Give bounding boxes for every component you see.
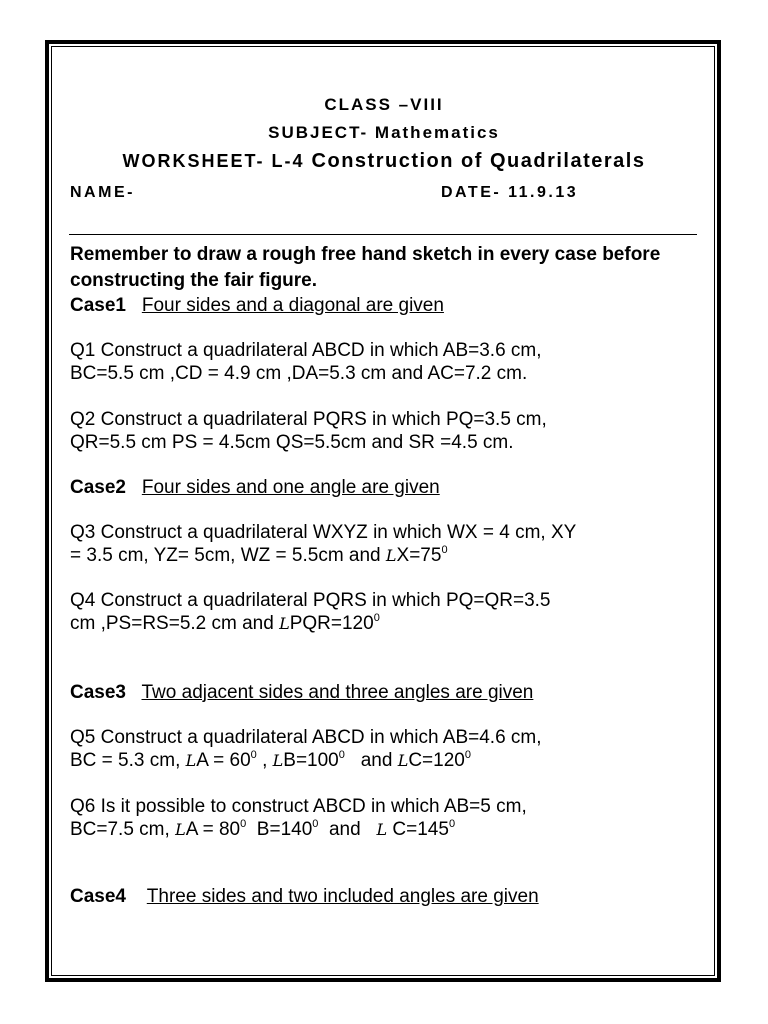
- date-label: DATE- 11.9.13: [441, 184, 579, 201]
- question-line: BC=5.5 cm ,CD = 4.9 cm ,DA=5.3 cm and AC=7.2 cm.: [70, 363, 528, 384]
- question-text: B=100: [283, 750, 339, 771]
- question-text: PQR=120: [289, 613, 374, 634]
- class-heading: CLASS –VIII: [324, 95, 444, 114]
- angle-symbol: L: [397, 751, 409, 770]
- question-text: A = 80: [185, 819, 241, 840]
- degree-mark: 0: [373, 612, 380, 624]
- case-heading: [70, 476, 710, 499]
- case-description: Four sides and a diagonal are given: [141, 295, 444, 316]
- question-line: [70, 544, 710, 567]
- question-q1: [70, 339, 710, 385]
- case-heading: [70, 681, 710, 704]
- question-text: BC=7.5 cm,: [70, 819, 176, 840]
- question-q3: [70, 521, 710, 567]
- angle-symbol: L: [185, 751, 197, 770]
- question-text: and: [344, 750, 398, 771]
- question-text: B=140: [246, 819, 313, 840]
- question-line: QR=5.5 cm PS = 4.5cm QS=5.5cm and SR =4.5 cm.: [70, 432, 514, 453]
- question-text: = 3.5 cm, YZ= 5cm, WZ = 5.5cm and: [70, 545, 386, 566]
- question-text: cm ,PS=RS=5.2 cm and: [70, 613, 280, 634]
- question-line: [70, 749, 710, 772]
- case-heading: [70, 885, 710, 908]
- question-text: X=75: [396, 545, 442, 566]
- angle-symbol: L: [272, 751, 284, 770]
- name-label: NAME-: [70, 184, 135, 201]
- question-text: BC = 5.3 cm,: [70, 750, 186, 771]
- divider-line: [69, 234, 697, 235]
- case-label: Case4: [70, 886, 126, 907]
- question-line: Q6 Is it possible to construct ABCD in which AB=5 cm,: [70, 796, 527, 817]
- question-text: A = 60: [196, 750, 251, 771]
- angle-symbol: L: [279, 614, 290, 633]
- worksheet-title: Construction of Quadrilaterals: [311, 150, 646, 172]
- question-q4: [70, 589, 710, 635]
- subject-heading: SUBJECT- Mathematics: [268, 123, 500, 142]
- case-description: Four sides and one angle are given: [141, 477, 440, 498]
- question-text: and: [318, 819, 377, 840]
- degree-mark: 0: [250, 749, 257, 761]
- degree-mark: 0: [441, 544, 448, 556]
- question-text: ,: [256, 750, 273, 771]
- instruction-note: Remember to draw a rough free hand sketch in every case before constructing the fair figure.: [70, 244, 661, 291]
- angle-symbol: L: [376, 820, 388, 839]
- worksheet-heading: [0, 150, 768, 173]
- question-line: Q5 Construct a quadrilateral ABCD in which AB=4.6 cm,: [70, 727, 542, 748]
- question-q6: [70, 795, 710, 841]
- degree-mark: 0: [448, 818, 456, 830]
- question-q5: [70, 726, 710, 772]
- question-line: Q4 Construct a quadrilateral PQRS in which PQ=QR=3.5: [70, 590, 551, 611]
- degree-mark: 0: [312, 818, 319, 830]
- question-line: Q3 Construct a quadrilateral WXYZ in which WX = 4 cm, XY: [70, 522, 577, 543]
- case-heading: [70, 294, 710, 317]
- question-line: Q1 Construct a quadrilateral ABCD in which AB=3.6 cm,: [70, 340, 542, 361]
- degree-mark: 0: [464, 749, 471, 761]
- question-line: [70, 612, 710, 635]
- question-q2: [70, 408, 710, 454]
- question-text: C=120: [408, 750, 465, 771]
- case-label: Case3: [70, 682, 126, 703]
- degree-mark: 0: [338, 749, 345, 761]
- worksheet-prefix: WORKSHEET- L-4: [122, 151, 305, 171]
- question-line: Q2 Construct a quadrilateral PQRS in which PQ=3.5 cm,: [70, 409, 547, 430]
- angle-symbol: L: [175, 820, 186, 839]
- angle-symbol: L: [385, 546, 397, 565]
- name-date-row: [70, 184, 710, 208]
- degree-mark: 0: [240, 818, 247, 830]
- case-label: Case1: [70, 295, 126, 316]
- case-label: Case2: [70, 477, 126, 498]
- case-description: Three sides and two included angles are given: [146, 886, 539, 907]
- question-text: C=145: [387, 819, 449, 840]
- case-description: Two adjacent sides and three angles are given: [141, 682, 534, 703]
- question-line: [70, 818, 710, 841]
